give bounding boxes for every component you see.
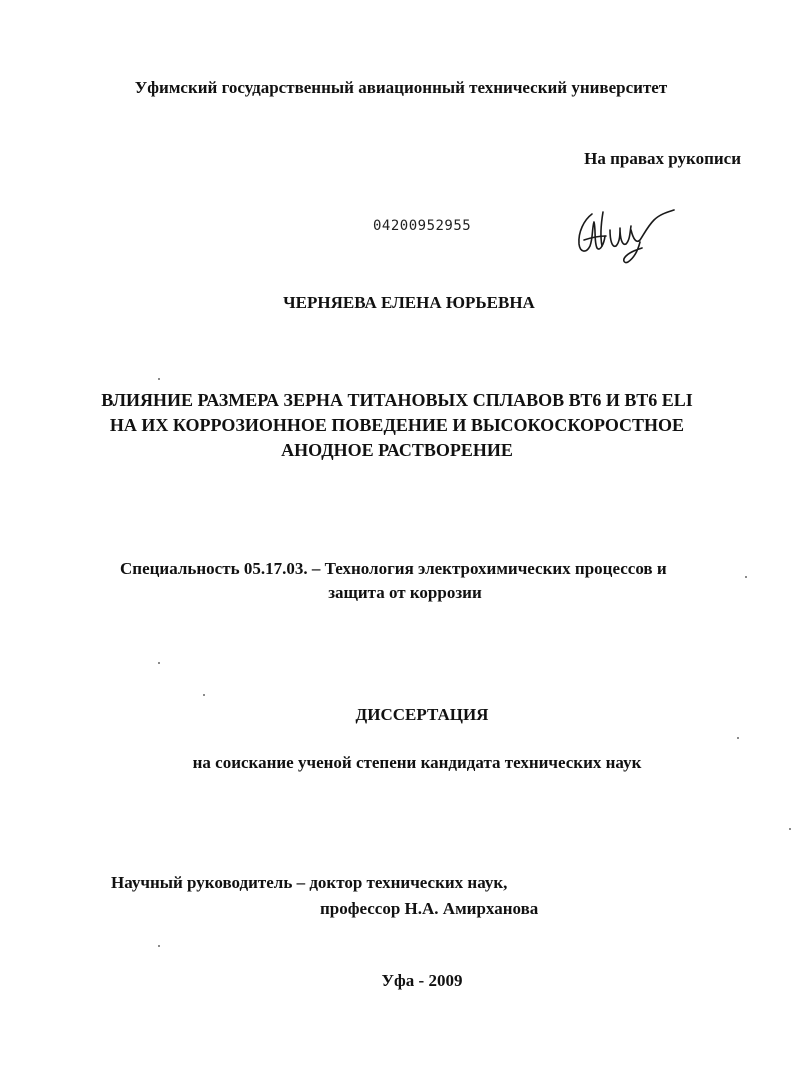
handwritten-signature-icon — [570, 200, 680, 266]
rights-notice: На правах рукописи — [584, 149, 741, 168]
scan-speck — [789, 828, 791, 830]
scan-speck — [745, 576, 747, 578]
scan-speck — [158, 662, 160, 664]
specialty-line-1: Специальность 05.17.03. – Технология электрохимических процессов и — [120, 559, 667, 578]
scan-speck — [737, 737, 739, 739]
dissertation-title — [0, 388, 794, 463]
document-type: ДИССЕРТАЦИЯ — [355, 705, 489, 724]
supervisor-line-1: Научный руководитель – доктор технических наук, — [111, 873, 508, 892]
city-year: Уфа - 2009 — [381, 971, 463, 990]
degree-statement: на соискание ученой степени кандидата технических наук — [192, 753, 642, 772]
university-name: Уфимский государственный авиационный технический университет — [134, 78, 668, 97]
scan-speck — [158, 378, 160, 380]
specialty-line-2: защита от коррозии — [328, 583, 482, 602]
title-line-3: АНОДНОЕ РАСТВОРЕНИЕ — [281, 440, 513, 460]
scan-speck — [203, 694, 205, 696]
supervisor-line-2: профессор Н.А. Амирханова — [320, 899, 539, 918]
title-line-2: НА ИХ КОРРОЗИОННОЕ ПОВЕДЕНИЕ И ВЫСОКОСКОРОСТНОЕ — [109, 415, 685, 435]
title-line-1: ВЛИЯНИЕ РАЗМЕРА ЗЕРНА ТИТАНОВЫХ СПЛАВОВ ВТ6 И ВТ6 ELI — [101, 390, 693, 410]
author-name: ЧЕРНЯЕВА ЕЛЕНА ЮРЬЕВНА — [283, 293, 535, 312]
scan-speck — [158, 945, 160, 947]
registration-code: 04200952955 — [373, 218, 472, 234]
